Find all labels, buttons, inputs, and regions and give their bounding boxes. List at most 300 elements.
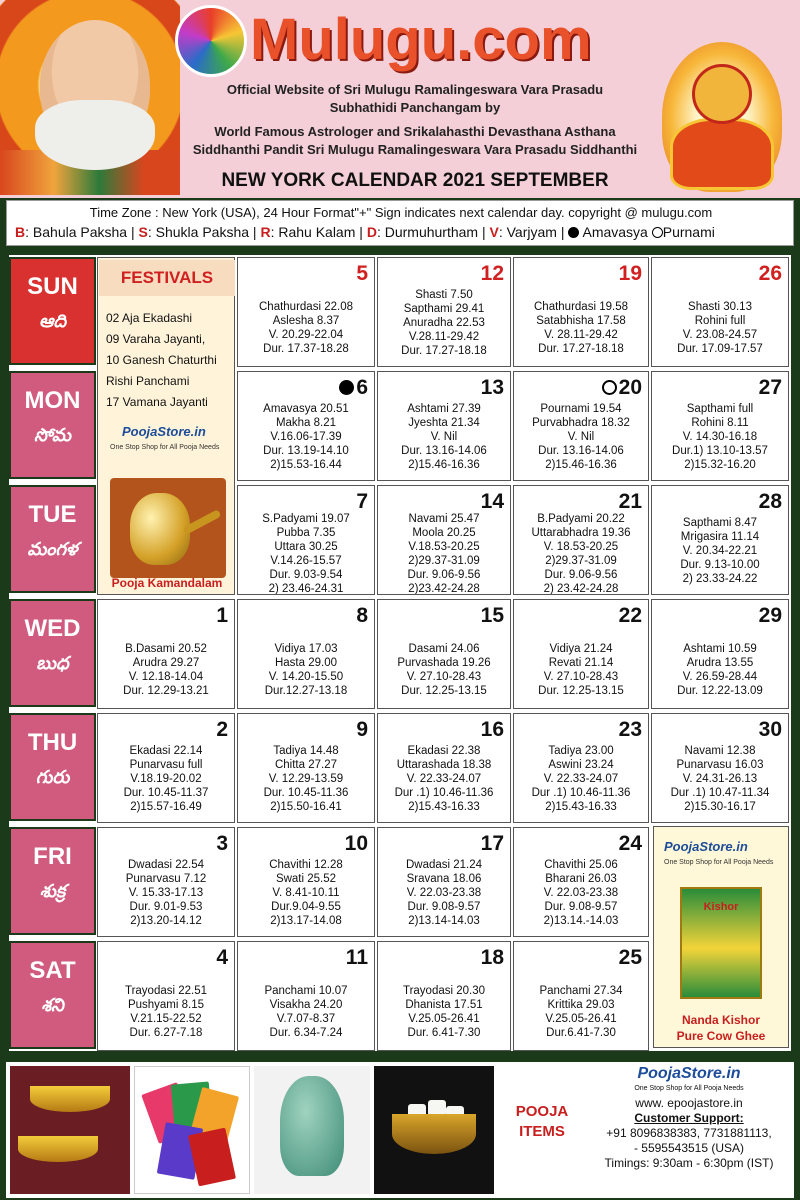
day-name: SUN xyxy=(27,273,78,300)
panchangam-details xyxy=(98,858,234,928)
date-number: 28 xyxy=(758,490,782,513)
panchangam-details xyxy=(238,744,374,814)
detail-line: Shasti 7.50 xyxy=(415,289,473,301)
pooja-items-label[interactable]: POOJA ITEMS xyxy=(515,1103,569,1140)
detail-line: Rohini 8.11 xyxy=(691,417,749,429)
day-name-telugu: ఆది xyxy=(38,311,67,331)
info-bar xyxy=(6,200,794,246)
detail-line: 2)15.46-16.36 xyxy=(408,459,480,471)
date-number: 19 xyxy=(618,262,642,285)
detail-line: Dur. 10.45-11.36 xyxy=(263,787,349,799)
detail-line: B.Padyami 20.22 xyxy=(537,513,625,525)
detail-line: Dur. 17.27-18.18 xyxy=(401,345,487,357)
detail-line: Moola 20.25 xyxy=(412,527,476,539)
detail-line: 2)15.30-16.17 xyxy=(684,801,756,813)
panchangam-details xyxy=(378,288,510,358)
subtitle-line-1: Official Website of Sri Mulugu Ramalingeswara Vara Prasadu xyxy=(226,82,604,97)
detail-line: Dur. 17.37-18.28 xyxy=(263,343,349,355)
detail-line: V.25.05-26.41 xyxy=(408,1013,480,1025)
date-number: 2 xyxy=(216,718,228,741)
detail-line: Visakha 24.20 xyxy=(269,999,343,1011)
panchangam-details xyxy=(514,402,648,472)
detail-line: V.7.07-8.37 xyxy=(276,1013,336,1025)
day-header-sat xyxy=(9,941,96,1049)
day-name: SAT xyxy=(29,957,76,984)
day-name-telugu: సోమ xyxy=(34,425,71,445)
detail-line: Punarvasu 16.03 xyxy=(676,759,764,771)
day-name-telugu: గురు xyxy=(35,767,70,787)
detail-line: Uttarabhadra 19.36 xyxy=(531,527,631,539)
date-cell[interactable] xyxy=(97,713,235,823)
panchangam-details xyxy=(378,984,510,1040)
date-cell[interactable] xyxy=(237,485,375,595)
detail-line: Tadiya 14.48 xyxy=(273,745,339,757)
detail-line: Jyeshta 21.34 xyxy=(408,417,480,429)
detail-line: V.14.26-15.57 xyxy=(270,555,342,567)
kamandalam-caption[interactable]: Pooja Kamandalam xyxy=(111,576,223,590)
date-number: 5 xyxy=(356,262,368,285)
day-header-sun xyxy=(9,257,96,365)
panchangam-details xyxy=(238,642,374,698)
header xyxy=(0,0,800,198)
kamandalam-image[interactable] xyxy=(110,478,226,578)
detail-line: Purvashada 19.26 xyxy=(397,657,491,669)
detail-line: Amavasya 20.51 xyxy=(263,403,349,415)
detail-line: Dur.12.27-13.18 xyxy=(264,685,348,697)
detail-line: 2)15.43-16.33 xyxy=(545,801,617,813)
panchangam-details xyxy=(378,858,510,928)
detail-line: Krittika 29.03 xyxy=(547,999,615,1011)
purnami-icon xyxy=(652,227,663,238)
day-header-fri xyxy=(9,827,96,935)
date-number: 29 xyxy=(758,604,782,627)
detail-line: Sapthami 8.47 xyxy=(682,517,758,529)
detail-line: Dur .1) 10.47-11.34 xyxy=(670,787,770,799)
detail-line: Dur.9.04-9.55 xyxy=(271,901,341,913)
detail-line: 2)23.42-24.28 xyxy=(408,583,480,595)
detail-line: 2)15.43-16.33 xyxy=(408,801,480,813)
detail-line: Aslesha 8.37 xyxy=(272,315,340,327)
festival-item: Rishi Panchami xyxy=(106,374,190,388)
detail-line: Swati 25.52 xyxy=(275,873,337,885)
detail-line: Dur. 17.27-18.18 xyxy=(538,343,624,355)
detail-line: Dur. 13.16-14.06 xyxy=(538,445,624,457)
detail-line: Vidiya 17.03 xyxy=(274,643,338,655)
detail-line: Dur .1) 10.46-11.36 xyxy=(394,787,494,799)
detail-line: Aswini 23.24 xyxy=(548,759,614,771)
date-cell[interactable] xyxy=(377,485,511,595)
detail-line: Uttarashada 18.38 xyxy=(396,759,492,771)
timezone-note: Time Zone : New York (USA), 24 Hour Format"+" Sign indicates next calendar day. copyright @ mulugu.com xyxy=(89,205,713,220)
panchangam-details xyxy=(378,512,510,595)
detail-line: Uttara 30.25 xyxy=(274,541,338,553)
panchangam-details xyxy=(238,402,374,472)
detail-line: 2)13.20-14.12 xyxy=(130,915,202,927)
date-cell[interactable] xyxy=(513,827,649,937)
detail-line: Dur. 9.06-9.56 xyxy=(407,569,481,581)
detail-line: Dur.6.41-7.30 xyxy=(546,1027,616,1039)
detail-line: Sravana 18.06 xyxy=(406,873,482,885)
poojastore-logo[interactable]: PoojaStore.in xyxy=(122,424,206,439)
day-name: THU xyxy=(27,729,78,756)
detail-line: V. 12.29-13.59 xyxy=(268,773,344,785)
detail-line: V. 20.34-22.21 xyxy=(682,545,758,557)
detail-line: Dur. 6.41-7.30 xyxy=(407,1027,481,1039)
panchangam-details xyxy=(514,512,648,595)
day-name-telugu: మంగళ xyxy=(27,539,78,559)
panchangam-details xyxy=(378,744,510,814)
detail-line: Panchami 27.34 xyxy=(539,985,623,997)
date-cell[interactable] xyxy=(237,257,375,367)
detail-line: Dur.1) 13.10-13.57 xyxy=(672,445,768,457)
detail-line: Revati 21.14 xyxy=(548,657,614,669)
date-cell[interactable] xyxy=(651,371,789,481)
detail-line: Dur. 9.01-9.53 xyxy=(129,901,203,913)
date-cell[interactable] xyxy=(237,371,375,481)
detail-line: 2)15.53-16.44 xyxy=(270,459,342,471)
date-number: 21 xyxy=(618,490,642,513)
date-number: 18 xyxy=(480,946,504,969)
panchangam-details xyxy=(238,512,374,595)
calendar-grid xyxy=(9,255,791,1051)
date-cell[interactable] xyxy=(237,599,375,709)
date-number: 15 xyxy=(480,604,504,627)
detail-line: Makha 8.21 xyxy=(275,417,337,429)
detail-line: Dur. 9.06-9.56 xyxy=(544,569,618,581)
subtitle-line-4: Siddhanthi Pandit Sri Mulugu Ramalingeswara Vara Prasadu Siddhanthi xyxy=(192,142,638,157)
detail-line: Pubba 7.35 xyxy=(276,527,336,539)
mulugu-logo-icon xyxy=(175,5,247,77)
detail-line: Dwadasi 21.24 xyxy=(405,859,483,871)
panchangam-details xyxy=(514,642,648,698)
detail-line: Pournami 19.54 xyxy=(540,403,622,415)
panchangam-details xyxy=(652,744,788,814)
support-label: Customer Support: xyxy=(634,1111,744,1125)
ganesha-idol-image[interactable] xyxy=(254,1066,370,1194)
detail-line: V. 27.10-28.43 xyxy=(406,671,482,683)
detail-line: Dur. 9.08-9.57 xyxy=(544,901,618,913)
detail-line: V. 28.11-29.42 xyxy=(544,329,618,341)
detail-line: Trayodasi 20.30 xyxy=(402,985,486,997)
date-number: 4 xyxy=(216,946,228,969)
panchangam-details xyxy=(514,858,648,928)
detail-line: V.25.05-26.41 xyxy=(545,1013,617,1025)
panchangam-details xyxy=(378,402,510,472)
detail-line: Arudra 29.27 xyxy=(132,657,200,669)
detail-line: 2)13.17-14.08 xyxy=(270,915,342,927)
detail-line: Bharani 26.03 xyxy=(545,873,617,885)
date-number: 26 xyxy=(758,262,782,285)
detail-line: 2)15.46-16.36 xyxy=(545,459,617,471)
detail-line: Dur. 17.09-17.57 xyxy=(677,343,763,355)
date-number: 16 xyxy=(480,718,504,741)
detail-line: Tadiya 23.00 xyxy=(548,745,614,757)
day-name: MON xyxy=(24,387,81,414)
detail-line: V. 22.03-23.38 xyxy=(406,887,482,899)
detail-line: 2) 23.42-24.28 xyxy=(543,583,619,595)
date-number: 11 xyxy=(345,946,368,969)
detail-line: V. 14.20-15.50 xyxy=(268,671,344,683)
subtitle-line-2: Subhathidi Panchangam by xyxy=(329,100,501,115)
detail-line: Navami 25.47 xyxy=(408,513,480,525)
date-number: 17 xyxy=(480,832,504,855)
date-cell[interactable] xyxy=(377,371,511,481)
date-cell[interactable] xyxy=(377,257,511,367)
brand-title[interactable]: Mulugu.com xyxy=(250,7,592,72)
panchangam-details xyxy=(238,984,374,1040)
detail-line: Dhanista 17.51 xyxy=(405,999,483,1011)
date-number: 14 xyxy=(480,490,504,513)
detail-line: B.Dasami 20.52 xyxy=(125,643,207,655)
panchangam-details xyxy=(652,516,788,586)
detail-line: Dur. 6.27-7.18 xyxy=(129,1027,203,1039)
detail-line: 2)15.32-16.20 xyxy=(684,459,756,471)
detail-line: 2)29.37-31.09 xyxy=(545,555,617,567)
detail-line: Dur. 13.16-14.06 xyxy=(401,445,487,457)
detail-line: Satabhisha 17.58 xyxy=(536,315,626,327)
phone-numbers[interactable]: +91 8096838383, 7731881113, xyxy=(606,1126,772,1140)
date-cell[interactable] xyxy=(97,941,235,1051)
detail-line: V. 24.31-26.13 xyxy=(682,773,758,785)
detail-line: V. 22.33-24.07 xyxy=(543,773,619,785)
detail-line: Dur. 9.03-9.54 xyxy=(269,569,343,581)
detail-line: Ashtami 27.39 xyxy=(407,403,481,415)
detail-line: 2) 23.46-24.31 xyxy=(268,583,344,595)
detail-line: Chathurdasi 19.58 xyxy=(534,301,628,313)
festival-item: 17 Vamana Jayanti xyxy=(106,395,208,409)
detail-line: S.Padyami 19.07 xyxy=(262,513,350,525)
panchangam-details xyxy=(652,300,788,356)
panchangam-details xyxy=(378,642,510,698)
detail-line: Chitta 27.27 xyxy=(274,759,337,771)
camphor-image[interactable] xyxy=(374,1066,494,1194)
detail-line: Pushyami 8.15 xyxy=(127,999,205,1011)
detail-line: V. 27.10-28.43 xyxy=(543,671,619,683)
date-number: 10 xyxy=(344,832,368,855)
day-name-telugu: శని xyxy=(41,995,64,1015)
detail-line: Sapthami 29.41 xyxy=(403,303,485,315)
date-cell[interactable] xyxy=(513,371,649,481)
detail-line: Arudra 13.55 xyxy=(686,657,754,669)
panchangam-details xyxy=(238,300,374,356)
poojastore-logo[interactable]: PoojaStore.in xyxy=(637,1065,741,1082)
detail-line: Dur. 12.29-13.21 xyxy=(123,685,209,697)
detail-line: Dwadasi 22.54 xyxy=(127,859,205,871)
website-link[interactable]: www. epoojastore.in xyxy=(635,1096,743,1110)
detail-line: Chathurdasi 22.08 xyxy=(259,301,353,313)
detail-line: Mrigasira 11.14 xyxy=(680,531,760,543)
detail-line: V. 15.33-17.13 xyxy=(128,887,204,899)
day-name: FRI xyxy=(33,843,72,870)
amavasya-icon xyxy=(568,227,579,238)
detail-line: Dur .1) 10.46-11.36 xyxy=(531,787,631,799)
date-cell[interactable] xyxy=(513,599,649,709)
ghee-ad[interactable] xyxy=(653,826,789,1048)
panchangam-details xyxy=(514,744,648,814)
detail-line: 2) 23.33-24.22 xyxy=(682,573,758,585)
detail-line: Chavithi 12.28 xyxy=(269,859,343,871)
panchangam-details xyxy=(98,984,234,1040)
day-header-mon xyxy=(9,371,96,479)
phone-usa[interactable]: - 5595543515 (USA) xyxy=(633,1141,745,1155)
panchangam-details xyxy=(238,858,374,928)
detail-line: 2)15.50-16.41 xyxy=(270,801,342,813)
detail-line: Punarvasu full xyxy=(129,759,203,771)
festivals-panel xyxy=(97,257,235,595)
ghee-pack-label: Kishor xyxy=(703,901,739,913)
detail-line: V. 18.53-20.25 xyxy=(543,541,619,553)
panchangam-details xyxy=(514,300,648,356)
day-name-telugu: శుక్ర xyxy=(39,881,66,901)
date-number: 8 xyxy=(356,604,368,627)
date-cell[interactable] xyxy=(377,713,511,823)
day-header-wed xyxy=(9,599,96,707)
panchangam-details xyxy=(98,744,234,814)
date-number: 9 xyxy=(356,718,368,741)
poojastore-tagline: One Stop Shop for All Pooja Needs xyxy=(664,859,774,866)
detail-line: Dur. 9.08-9.57 xyxy=(407,901,481,913)
detail-line: Dur. 13.19-14.10 xyxy=(263,445,349,457)
purnami-icon xyxy=(602,380,617,395)
subtitle-line-3: World Famous Astrologer and Srikalahasthi Devasthana Asthana xyxy=(214,124,616,139)
detail-line: V. 14.30-16.18 xyxy=(682,431,758,443)
astrologer-photo xyxy=(0,0,180,195)
date-cell[interactable] xyxy=(237,827,375,937)
detail-line: V. 26.59-28.44 xyxy=(682,671,758,683)
day-name: WED xyxy=(24,615,81,642)
day-name-telugu: బుధ xyxy=(36,653,69,673)
detail-line: Trayodasi 22.51 xyxy=(124,985,208,997)
pooja-cards-image[interactable] xyxy=(134,1066,250,1194)
festivals-title: FESTIVALS xyxy=(99,260,235,296)
detail-line: 2)29.37-31.09 xyxy=(408,555,480,567)
date-cell[interactable] xyxy=(377,827,511,937)
detail-line: Dur. 12.22-13.09 xyxy=(677,685,763,697)
ganesha-image xyxy=(648,42,796,194)
amavasya-icon xyxy=(339,380,354,395)
date-number: 6 xyxy=(339,376,368,400)
detail-line: V. Nil xyxy=(567,431,595,443)
festival-item: 10 Ganesh Chaturthi xyxy=(106,353,217,367)
date-number: 3 xyxy=(216,832,228,855)
festival-list xyxy=(106,308,217,413)
date-cell[interactable] xyxy=(97,599,235,709)
date-number: 13 xyxy=(480,376,504,399)
date-cell[interactable] xyxy=(651,485,789,595)
detail-line: Punarvasu 7.12 xyxy=(125,873,207,885)
detail-line: Rohini full xyxy=(694,315,746,327)
poojastore-tagline: One Stop Shop for All Pooja Needs xyxy=(634,1085,744,1092)
detail-line: V.28.11-29.42 xyxy=(408,331,480,343)
date-cell[interactable] xyxy=(651,599,789,709)
detail-line: Dur. 12.25-13.15 xyxy=(538,685,624,697)
detail-line: Shasti 30.13 xyxy=(688,301,752,313)
detail-line: V.18.53-20.25 xyxy=(408,541,480,553)
timings: Timings: 9:30am - 6:30pm (IST) xyxy=(604,1156,774,1170)
date-number: 7 xyxy=(356,490,368,513)
date-cell[interactable] xyxy=(377,599,511,709)
detail-line: Vidiya 21.24 xyxy=(549,643,613,655)
detail-line: Anuradha 22.53 xyxy=(403,317,485,329)
day-name: TUE xyxy=(28,501,77,528)
date-cell[interactable] xyxy=(377,941,511,1051)
detail-line: V.21.15-22.52 xyxy=(130,1013,202,1025)
date-cell[interactable] xyxy=(97,827,235,937)
detail-line: V. 23.08-24.57 xyxy=(682,329,758,341)
date-cell[interactable] xyxy=(651,257,789,367)
calendar-title: NEW YORK CALENDAR 2021 SEPTEMBER xyxy=(221,170,609,191)
detail-line: Dasami 24.06 xyxy=(408,643,480,655)
detail-line: V.16.06-17.39 xyxy=(270,431,342,443)
date-cell[interactable] xyxy=(651,713,789,823)
date-cell[interactable] xyxy=(237,941,375,1051)
date-number: 12 xyxy=(480,262,504,285)
detail-line: Sapthami full xyxy=(686,403,754,415)
ghee-type: Pure Cow Ghee xyxy=(676,1029,766,1043)
festival-item: 09 Varaha Jayanti, xyxy=(106,332,206,346)
detail-line: Ekadasi 22.14 xyxy=(129,745,203,757)
date-cell[interactable] xyxy=(513,713,649,823)
day-header-tue xyxy=(9,485,96,593)
date-cell[interactable] xyxy=(237,713,375,823)
date-number: 25 xyxy=(618,946,642,969)
detail-line: V. 22.33-24.07 xyxy=(406,773,482,785)
detail-line: 2)15.57-16.49 xyxy=(130,801,202,813)
legend: B: Bahula Paksha | S: Shukla Paksha | R: Rahu Kalam | D: Durmuhurtham | V: Varjyam | Amavasya Purnami xyxy=(15,224,715,240)
date-cell[interactable] xyxy=(513,257,649,367)
detail-line: Chavithi 25.06 xyxy=(544,859,618,871)
date-number: 27 xyxy=(758,376,782,399)
date-number: 1 xyxy=(216,604,228,627)
detail-line: Dur. 9.13-10.00 xyxy=(680,559,760,571)
poojastore-tagline: One Stop Shop for All Pooja Needs xyxy=(110,444,220,451)
detail-line: Ekadasi 22.38 xyxy=(407,745,481,757)
detail-line: V.18.19-20.02 xyxy=(130,773,202,785)
detail-line: V. 22.03-23.38 xyxy=(543,887,619,899)
ghee-pack-image xyxy=(680,887,762,999)
detail-line: Dur. 6.34-7.24 xyxy=(269,1027,343,1039)
brass-diya-image[interactable] xyxy=(10,1066,130,1194)
footer xyxy=(6,1062,794,1198)
date-cell[interactable] xyxy=(513,485,649,595)
panchangam-details xyxy=(652,642,788,698)
date-number: 20 xyxy=(602,376,642,400)
detail-line: Hasta 29.00 xyxy=(274,657,337,669)
date-number: 24 xyxy=(618,832,642,855)
detail-line: Dur. 12.25-13.15 xyxy=(401,685,487,697)
detail-line: Navami 12.38 xyxy=(684,745,756,757)
contact-block xyxy=(586,1066,792,1171)
detail-line: Dur. 10.45-11.37 xyxy=(123,787,209,799)
detail-line: Purvabhadra 18.32 xyxy=(532,417,630,429)
panchangam-details xyxy=(514,984,648,1040)
detail-line: 2)13.14.-14.03 xyxy=(543,915,619,927)
day-header-thu xyxy=(9,713,96,821)
panchangam-details xyxy=(98,642,234,698)
detail-line: V. 12.18-14.04 xyxy=(128,671,204,683)
poojastore-logo[interactable]: PoojaStore.in xyxy=(664,839,748,854)
date-number: 30 xyxy=(758,718,782,741)
panchangam-details xyxy=(652,402,788,472)
date-number: 22 xyxy=(618,604,642,627)
detail-line: V. 20.29-22.04 xyxy=(268,329,344,341)
detail-line: V. Nil xyxy=(430,431,458,443)
date-number: 23 xyxy=(618,718,642,741)
festival-item: 02 Aja Ekadashi xyxy=(106,311,193,325)
detail-line: Panchami 10.07 xyxy=(264,985,348,997)
detail-line: V. 8.41-10.11 xyxy=(272,887,340,899)
date-cell[interactable] xyxy=(513,941,649,1051)
